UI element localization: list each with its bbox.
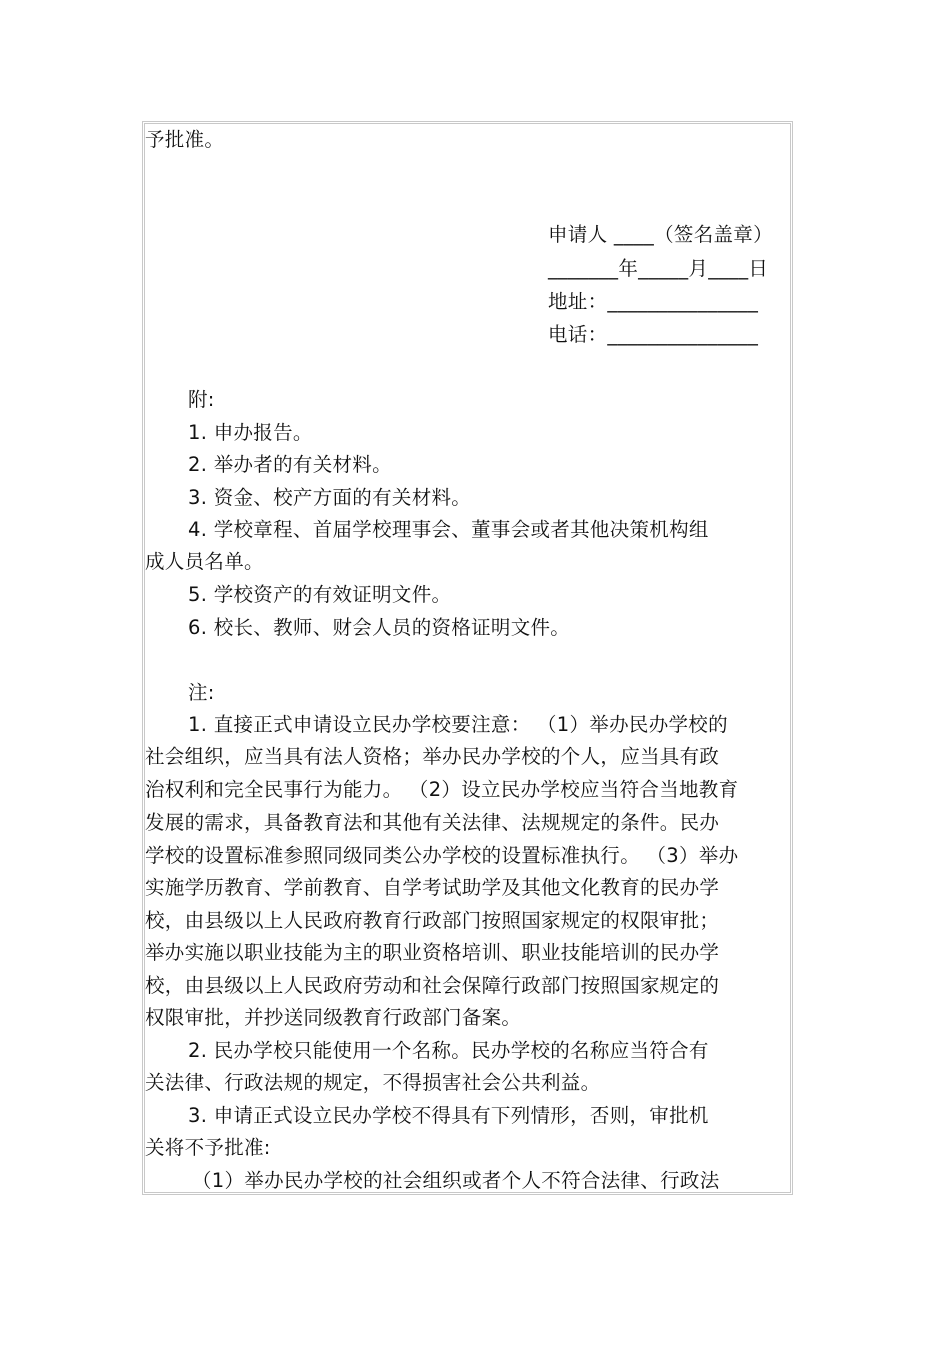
address-line: 地址：_______________ bbox=[548, 290, 759, 313]
document-frame bbox=[142, 121, 793, 1195]
note-line: 校，由县级以上人民政府劳动和社会保障行政部门按照国家规定的 bbox=[145, 974, 720, 997]
continued-text: 予批准。 bbox=[145, 128, 225, 151]
attachment-item: 成人员名单。 bbox=[145, 550, 264, 573]
note-line: 权限审批，并抄送同级教育行政部门备案。 bbox=[145, 1006, 522, 1029]
note-line: 3. 申请正式设立民办学校不得具有下列情形，否则，审批机 bbox=[188, 1104, 709, 1127]
note-line: 发展的需求，具备教育法和其他有关法律、法规规定的条件。民办 bbox=[145, 811, 720, 834]
note-line: 社会组织，应当具有法人资格；举办民办学校的个人，应当具有政 bbox=[145, 745, 720, 768]
date-line: _______年_____月____日 bbox=[548, 257, 769, 280]
note-line: 校，由县级以上人民政府教育行政部门按照国家规定的权限审批； bbox=[145, 909, 720, 932]
applicant-signature-line: 申请人 ____（签名盖章） bbox=[548, 223, 773, 246]
note-line: 治权利和完全民事行为能力。 （2）设立民办学校应当符合当地教育 bbox=[145, 778, 739, 801]
note-line: 学校的设置标准参照同级同类公办学校的设置标准执行。 （3）举办 bbox=[145, 844, 739, 867]
note-line: （1）举办民办学校的社会组织或者个人不符合法律、行政法 bbox=[192, 1169, 720, 1192]
note-line: 1. 直接正式申请设立民办学校要注意： （1）举办民办学校的 bbox=[188, 713, 728, 736]
attachment-item: 5. 学校资产的有效证明文件。 bbox=[188, 583, 452, 606]
note-line: 关法律、行政法规的规定，不得损害社会公共利益。 bbox=[145, 1071, 601, 1094]
note-line: 实施学历教育、学前教育、自学考试助学及其他文化教育的民办学 bbox=[145, 876, 720, 899]
notes-heading: 注: bbox=[188, 681, 215, 704]
attachment-item: 6. 校长、教师、财会人员的资格证明文件。 bbox=[188, 616, 571, 639]
phone-line: 电话：_______________ bbox=[548, 323, 759, 346]
note-line: 关将不予批准: bbox=[145, 1136, 271, 1159]
attachment-item: 2. 举办者的有关材料。 bbox=[188, 453, 392, 476]
attachments-heading: 附: bbox=[188, 388, 215, 411]
attachment-item: 1. 申办报告。 bbox=[188, 421, 313, 444]
attachment-item: 3. 资金、校产方面的有关材料。 bbox=[188, 486, 472, 509]
note-line: 举办实施以职业技能为主的职业资格培训、职业技能培训的民办学 bbox=[145, 941, 720, 964]
note-line: 2. 民办学校只能使用一个名称。民办学校的名称应当符合有 bbox=[188, 1039, 709, 1062]
attachment-item: 4. 学校章程、首届学校理事会、董事会或者其他决策机构组 bbox=[188, 518, 709, 541]
